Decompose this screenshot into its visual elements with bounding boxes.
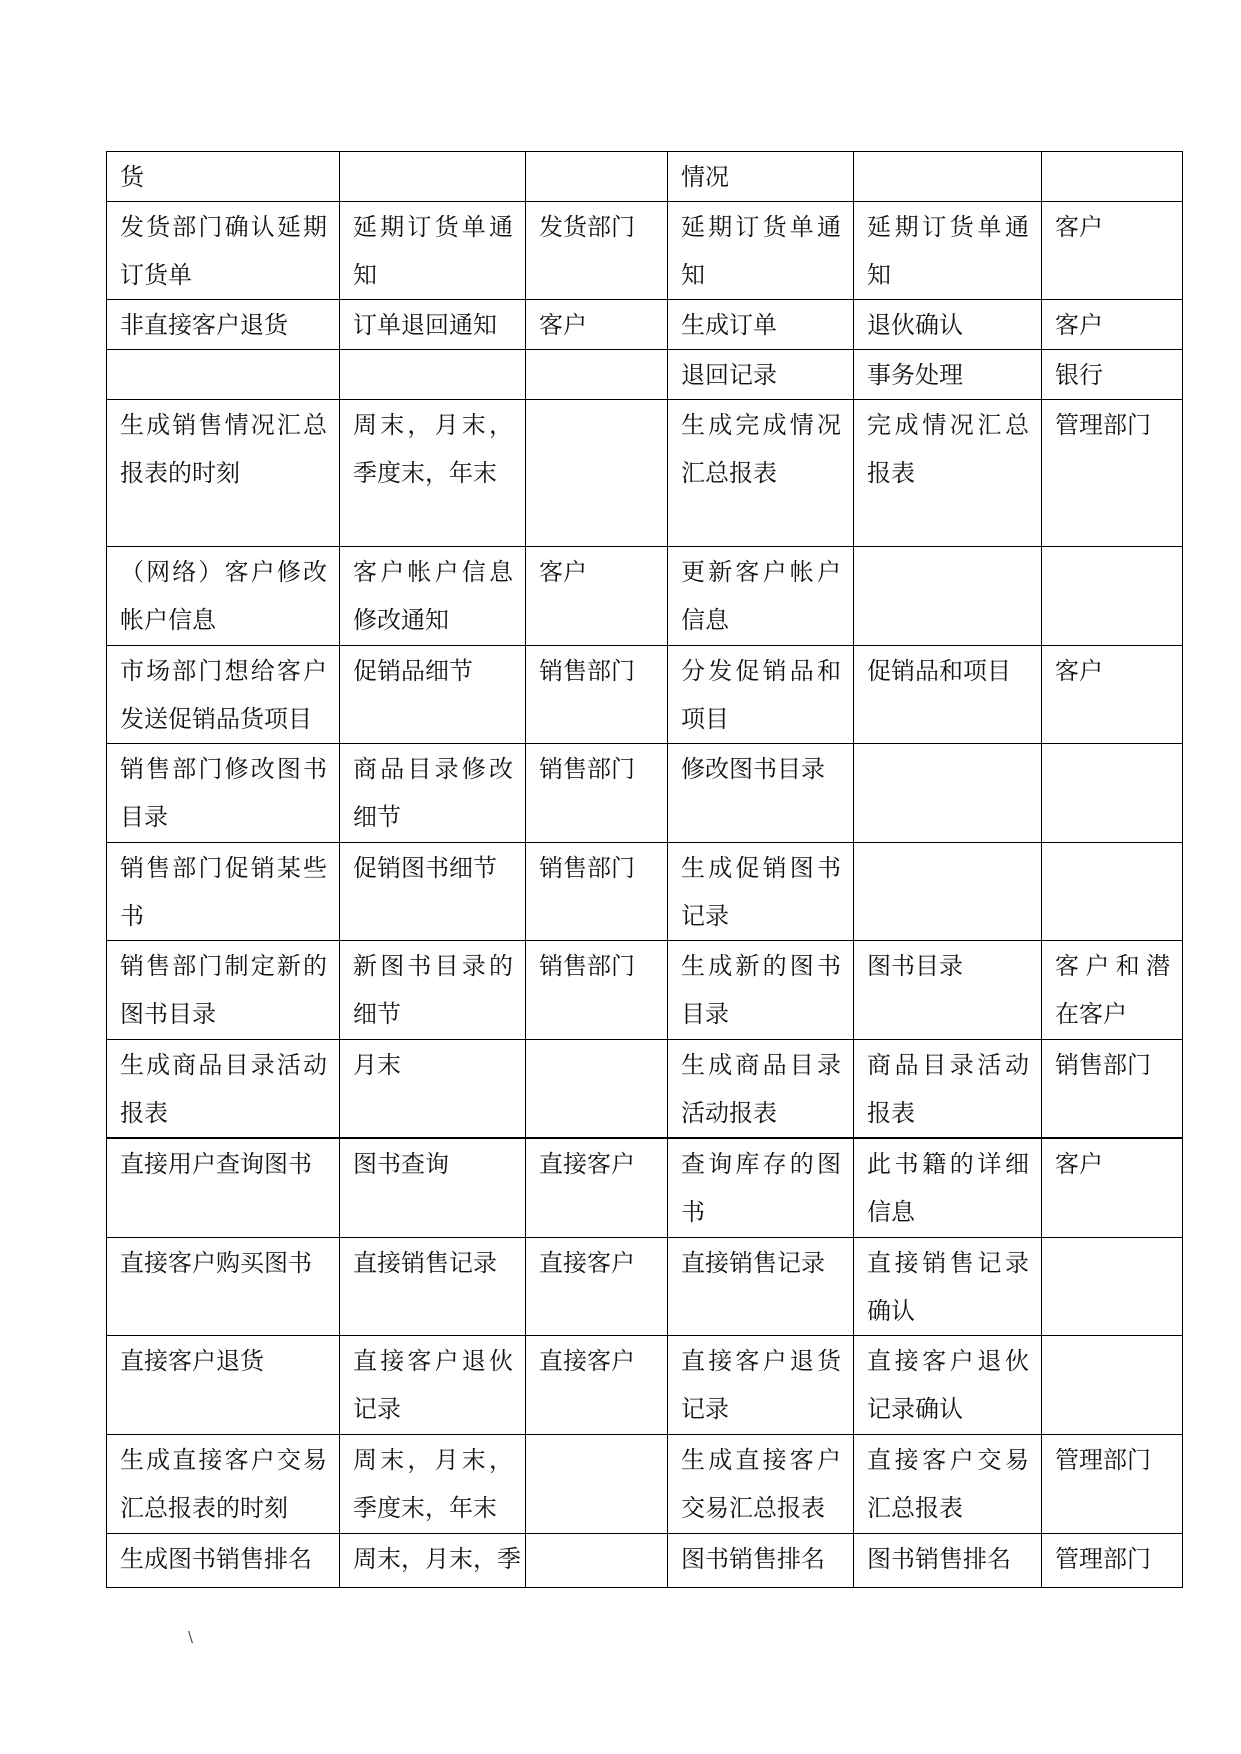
table-cell (854, 744, 1042, 843)
table-cell: 促销图书细节 (340, 843, 526, 941)
table-cell: 直接客户购买图书 (107, 1237, 340, 1335)
table-cell: 延期订货单通知 (668, 202, 854, 300)
table-cell: 销售部门 (526, 744, 668, 843)
table-cell: 客户 (526, 547, 668, 646)
table-cell: 直接客户交易汇总报表 (854, 1434, 1042, 1533)
table-cell: 生成商品目录活动报表 (668, 1040, 854, 1139)
table-cell: 销售部门 (1042, 1040, 1183, 1139)
table-cell: 客户 (526, 300, 668, 350)
table-cell: 完成情况汇总报表 (854, 400, 1042, 547)
table-cell: 直接客户退伙记录确认 (854, 1335, 1042, 1434)
table-row (107, 1335, 1183, 1434)
table-cell: 销售部门促销某些书 (107, 843, 340, 941)
table-cell: 月末 (340, 1040, 526, 1139)
table-cell (1042, 547, 1183, 646)
table-row (107, 941, 1183, 1040)
table-cell: 退回记录 (668, 350, 854, 400)
table-cell: 客户帐户信息修改通知 (340, 547, 526, 646)
table-cell: 直接销售记录 (340, 1237, 526, 1335)
table-cell: 市场部门想给客户发送促销品货项目 (107, 646, 340, 744)
table-cell: 直接销售记录 (668, 1237, 854, 1335)
table-row (107, 1040, 1183, 1139)
table-cell (854, 547, 1042, 646)
table-cell: 生成新的图书目录 (668, 941, 854, 1040)
table-cell: 事务处理 (854, 350, 1042, 400)
table-cell: 直接客户退伙记录 (340, 1335, 526, 1434)
table-row (107, 744, 1183, 843)
table-cell (1042, 152, 1183, 202)
table-cell: 查询库存的图书 (668, 1138, 854, 1237)
table-cell: 新图书目录的细节 (340, 941, 526, 1040)
table-cell (526, 1434, 668, 1533)
table-cell: 生成直接客户交易汇总报表的时刻 (107, 1434, 340, 1533)
table-cell (340, 350, 526, 400)
table-cell: 情况 (668, 152, 854, 202)
table-row (107, 1138, 1183, 1237)
table-cell: 银行 (1042, 350, 1183, 400)
event-table (106, 151, 1183, 1588)
table-cell: 客户 (1042, 1138, 1183, 1237)
table-row (107, 1434, 1183, 1533)
table-row (107, 1533, 1183, 1587)
table-row (107, 300, 1183, 350)
table-cell: 促销品细节 (340, 646, 526, 744)
table-cell (526, 152, 668, 202)
table-cell (340, 152, 526, 202)
table-cell: 生成商品目录活动报表 (107, 1040, 340, 1139)
table-cell: 直接客户退货 (107, 1335, 340, 1434)
table-cell: 图书销售排名 (668, 1533, 854, 1587)
table-cell: 直接客户 (526, 1237, 668, 1335)
table-cell: 订单退回通知 (340, 300, 526, 350)
table-cell: 修改图书目录 (668, 744, 854, 843)
table-cell: 周末，月末，季度末，年末 (340, 1434, 526, 1533)
table-cell: 图书目录 (854, 941, 1042, 1040)
table-cell: 客户 (1042, 646, 1183, 744)
table-cell: 更新客户帐户信息 (668, 547, 854, 646)
table-cell: 分发促销品和项目 (668, 646, 854, 744)
table-cell: 生成订单 (668, 300, 854, 350)
table-cell: 生成图书销售排名 (107, 1533, 340, 1587)
table-row (107, 350, 1183, 400)
table-body (107, 152, 1183, 1588)
table-cell (1042, 1335, 1183, 1434)
table-cell (526, 350, 668, 400)
table-cell (1042, 744, 1183, 843)
table-row (107, 1237, 1183, 1335)
table-cell: 周末，月末，季 (340, 1533, 526, 1587)
table-cell: 管理部门 (1042, 400, 1183, 547)
table-cell: 生成完成情况汇总报表 (668, 400, 854, 547)
table-cell (1042, 843, 1183, 941)
table-cell: 货 (107, 152, 340, 202)
table-cell: 延期订货单通知 (340, 202, 526, 300)
table-cell: 商品目录修改细节 (340, 744, 526, 843)
table-cell: 客户和潜在客户 (1042, 941, 1183, 1040)
table-cell: 发货部门 (526, 202, 668, 300)
table-row (107, 152, 1183, 202)
table-row (107, 547, 1183, 646)
table-cell (854, 843, 1042, 941)
table-cell (526, 1040, 668, 1139)
table-cell: 发货部门确认延期订货单 (107, 202, 340, 300)
table-cell: 生成直接客户交易汇总报表 (668, 1434, 854, 1533)
table-cell: 促销品和项目 (854, 646, 1042, 744)
table-cell: 图书查询 (340, 1138, 526, 1237)
table-row (107, 202, 1183, 300)
table-cell: 生成促销图书记录 (668, 843, 854, 941)
table-cell: 图书销售排名 (854, 1533, 1042, 1587)
table-cell: 直接客户 (526, 1335, 668, 1434)
table-cell: 周末，月末，季度末，年末 (340, 400, 526, 547)
table-row (107, 843, 1183, 941)
table-cell: 管理部门 (1042, 1434, 1183, 1533)
table-cell: 非直接客户退货 (107, 300, 340, 350)
table-cell: 管理部门 (1042, 1533, 1183, 1587)
table-cell (526, 400, 668, 547)
table-cell: 生成销售情况汇总报表的时刻 (107, 400, 340, 547)
table-cell: 直接销售记录确认 (854, 1237, 1042, 1335)
table-row (107, 646, 1183, 744)
table-row (107, 400, 1183, 547)
table-cell: 客户 (1042, 202, 1183, 300)
table-cell: 销售部门 (526, 941, 668, 1040)
table-cell: 销售部门制定新的图书目录 (107, 941, 340, 1040)
footer-mark: \ (188, 1628, 194, 1646)
table-cell: 客户 (1042, 300, 1183, 350)
table-cell: 销售部门修改图书目录 (107, 744, 340, 843)
table-cell (107, 350, 340, 400)
table-cell: （网络）客户修改帐户信息 (107, 547, 340, 646)
table-cell: 退伙确认 (854, 300, 1042, 350)
table-cell: 销售部门 (526, 843, 668, 941)
table-cell: 销售部门 (526, 646, 668, 744)
table-cell: 直接客户退货记录 (668, 1335, 854, 1434)
table-cell: 直接用户查询图书 (107, 1138, 340, 1237)
table-cell: 此书籍的详细信息 (854, 1138, 1042, 1237)
table-cell: 商品目录活动报表 (854, 1040, 1042, 1139)
table-cell (526, 1533, 668, 1587)
table-cell: 延期订货单通知 (854, 202, 1042, 300)
table-cell (1042, 1237, 1183, 1335)
table-cell: 直接客户 (526, 1138, 668, 1237)
table-cell (854, 152, 1042, 202)
